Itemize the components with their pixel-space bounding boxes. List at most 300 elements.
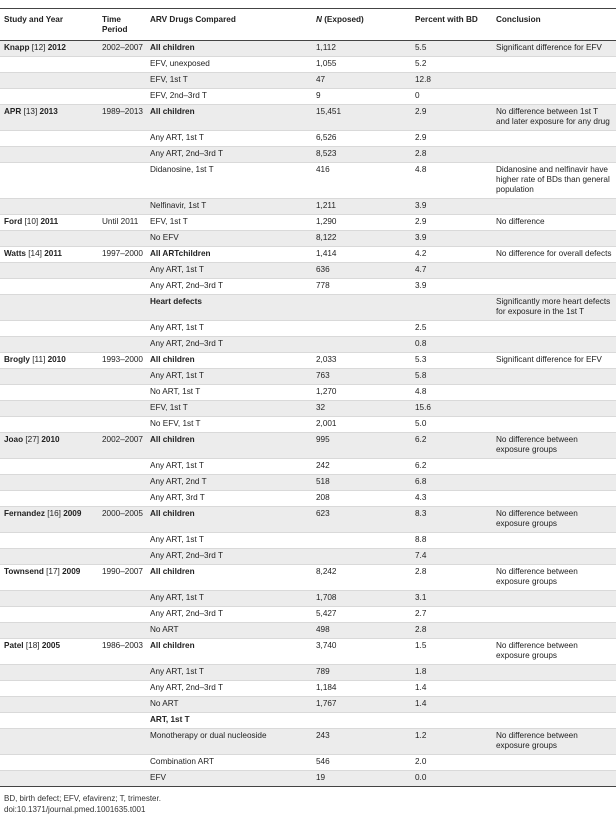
- cell-percent: 2.9: [411, 131, 492, 147]
- cell-drug: EFV: [146, 771, 312, 787]
- cell-percent: 4.8: [411, 385, 492, 401]
- table-row: [0, 131, 616, 147]
- cell-period: [98, 681, 146, 697]
- header-conclusion: Conclusion: [492, 9, 616, 41]
- cell-study: [0, 755, 98, 771]
- cell-study: [0, 353, 98, 369]
- cell-drug: Any ART, 1st T: [146, 665, 312, 681]
- study-name: Townsend: [4, 567, 44, 576]
- cell-n: 995: [312, 433, 411, 459]
- cell-period: [98, 147, 146, 163]
- cell-n: 2,001: [312, 417, 411, 433]
- cell-period: [98, 263, 146, 279]
- cell-period: [98, 295, 146, 321]
- header-n-exposed: (Exposed): [324, 15, 364, 24]
- cell-percent: 5.3: [411, 353, 492, 369]
- table-row: [0, 57, 616, 73]
- cell-conclusion: [492, 73, 616, 89]
- study-name: Ford: [4, 217, 23, 226]
- table-row: [0, 591, 616, 607]
- table-row: [0, 147, 616, 163]
- cell-conclusion: [492, 755, 616, 771]
- table-row: [0, 549, 616, 565]
- cell-conclusion: [492, 279, 616, 295]
- cell-drug: Nelfinavir, 1st T: [146, 199, 312, 215]
- cell-drug: Any ART, 1st T: [146, 459, 312, 475]
- cell-percent: 0.8: [411, 337, 492, 353]
- cell-period: [98, 459, 146, 475]
- cell-study: [0, 639, 98, 665]
- cell-n: 778: [312, 279, 411, 295]
- cell-study: [0, 321, 98, 337]
- table-row: [0, 385, 616, 401]
- cell-study: [0, 41, 98, 57]
- study-ref: [11]: [32, 355, 46, 364]
- cell-study: [0, 697, 98, 713]
- cell-n: 32: [312, 401, 411, 417]
- table-row: [0, 215, 616, 231]
- study-year: 2010: [41, 435, 60, 444]
- cell-n: 1,270: [312, 385, 411, 401]
- cell-drug: Heart defects: [146, 295, 312, 321]
- cell-period: [98, 73, 146, 89]
- table-row: [0, 491, 616, 507]
- cell-n: 6,526: [312, 131, 411, 147]
- cell-drug: Any ART, 2nd–3rd T: [146, 549, 312, 565]
- cell-period: 1989–2013: [98, 105, 146, 131]
- cell-period: [98, 199, 146, 215]
- study-year: 2010: [47, 355, 66, 364]
- cell-conclusion: [492, 321, 616, 337]
- table-row: [0, 417, 616, 433]
- cell-percent: 7.4: [411, 549, 492, 565]
- table-row: [0, 401, 616, 417]
- cell-n: 8,122: [312, 231, 411, 247]
- cell-conclusion: Significant difference for EFV: [492, 353, 616, 369]
- cell-drug: Any ART, 2nd–3rd T: [146, 279, 312, 295]
- table-row: [0, 353, 616, 369]
- cell-n: 208: [312, 491, 411, 507]
- cell-study: [0, 565, 98, 591]
- cell-period: 1990–2007: [98, 565, 146, 591]
- table-row: [0, 565, 616, 591]
- cell-drug: All children: [146, 105, 312, 131]
- cell-study: [0, 263, 98, 279]
- cell-percent: 1.4: [411, 681, 492, 697]
- cell-percent: 1.4: [411, 697, 492, 713]
- study-ref: [13]: [23, 107, 38, 116]
- study-ref: [16]: [47, 509, 61, 518]
- cell-percent: 8.3: [411, 507, 492, 533]
- cell-study: [0, 369, 98, 385]
- study-name: Joao: [4, 435, 24, 444]
- cell-period: [98, 713, 146, 729]
- study-ref: [27]: [25, 435, 40, 444]
- table-row: [0, 105, 616, 131]
- cell-period: [98, 417, 146, 433]
- cell-conclusion: [492, 713, 616, 729]
- cell-drug: EFV, 2nd–3rd T: [146, 89, 312, 105]
- cell-period: [98, 89, 146, 105]
- cell-study: [0, 417, 98, 433]
- cell-drug: All children: [146, 353, 312, 369]
- cell-period: [98, 369, 146, 385]
- study-year: 2011: [44, 249, 62, 258]
- cell-conclusion: [492, 697, 616, 713]
- table-row: [0, 199, 616, 215]
- cell-percent: 6.2: [411, 433, 492, 459]
- table-row: [0, 41, 616, 57]
- cell-drug: Any ART, 1st T: [146, 131, 312, 147]
- cell-percent: 2.9: [411, 215, 492, 231]
- cell-study: [0, 105, 98, 131]
- cell-percent: 1.2: [411, 729, 492, 755]
- cell-study: [0, 533, 98, 549]
- cell-n: 416: [312, 163, 411, 199]
- table-row: [0, 369, 616, 385]
- cell-n: [312, 337, 411, 353]
- footnote: BD, birth defect; EFV, efavirenz; T, trimester.: [4, 794, 161, 803]
- cell-percent: 4.8: [411, 163, 492, 199]
- table-row: [0, 755, 616, 771]
- cell-n: [312, 549, 411, 565]
- cell-conclusion: [492, 549, 616, 565]
- cell-study: [0, 475, 98, 491]
- cell-percent: 0: [411, 89, 492, 105]
- cell-n: 19: [312, 771, 411, 787]
- study-ref: [18]: [25, 641, 40, 650]
- cell-drug: EFV, 1st T: [146, 73, 312, 89]
- cell-n: 242: [312, 459, 411, 475]
- cell-n: 15,451: [312, 105, 411, 131]
- cell-period: [98, 279, 146, 295]
- study-year: 2009: [63, 509, 82, 518]
- cell-n: 518: [312, 475, 411, 491]
- cell-conclusion: No difference: [492, 215, 616, 231]
- cell-conclusion: [492, 263, 616, 279]
- cell-percent: 4.2: [411, 247, 492, 263]
- cell-conclusion: [492, 385, 616, 401]
- cell-drug: Any ART, 1st T: [146, 321, 312, 337]
- table-row: [0, 533, 616, 549]
- cell-study: [0, 623, 98, 639]
- cell-conclusion: [492, 623, 616, 639]
- cell-period: [98, 321, 146, 337]
- cell-conclusion: [492, 57, 616, 73]
- cell-drug: All children: [146, 507, 312, 533]
- cell-study: [0, 199, 98, 215]
- header-period: Time Period: [98, 9, 146, 41]
- study-ref: [17]: [46, 567, 60, 576]
- cell-period: [98, 163, 146, 199]
- cell-study: [0, 385, 98, 401]
- table-row: [0, 639, 616, 665]
- cell-percent: [411, 713, 492, 729]
- cell-drug: No EFV, 1st T: [146, 417, 312, 433]
- cell-percent: 6.8: [411, 475, 492, 491]
- cell-drug: Monotherapy or dual nucleoside: [146, 729, 312, 755]
- cell-conclusion: Didanosine and nelfinavir have higher rate of BDs than general population: [492, 163, 616, 199]
- cell-conclusion: No difference between exposure groups: [492, 433, 616, 459]
- cell-conclusion: No difference between exposure groups: [492, 729, 616, 755]
- table-row: [0, 433, 616, 459]
- table-row: [0, 475, 616, 491]
- cell-n: [312, 713, 411, 729]
- cell-conclusion: No difference between 1st T and later exposure for any drug: [492, 105, 616, 131]
- cell-drug: All children: [146, 433, 312, 459]
- cell-percent: 2.8: [411, 147, 492, 163]
- cell-n: 243: [312, 729, 411, 755]
- cell-n: 789: [312, 665, 411, 681]
- cell-period: [98, 607, 146, 623]
- cell-drug: Any ART, 2nd–3rd T: [146, 607, 312, 623]
- cell-n: 1,211: [312, 199, 411, 215]
- cell-period: 1993–2000: [98, 353, 146, 369]
- cell-period: 1997–2000: [98, 247, 146, 263]
- cell-conclusion: [492, 665, 616, 681]
- table-row: [0, 89, 616, 105]
- study-name: Patel: [4, 641, 24, 650]
- study-ref: [12]: [31, 43, 46, 52]
- cell-percent: 2.0: [411, 755, 492, 771]
- cell-conclusion: Significant difference for EFV: [492, 41, 616, 57]
- cell-period: [98, 385, 146, 401]
- table-row: [0, 681, 616, 697]
- cell-n: 636: [312, 263, 411, 279]
- cell-conclusion: [492, 231, 616, 247]
- cell-n: 8,523: [312, 147, 411, 163]
- cell-n: 1,708: [312, 591, 411, 607]
- table-row: [0, 623, 616, 639]
- cell-percent: 5.5: [411, 41, 492, 57]
- header-n: [312, 9, 411, 41]
- cell-n: 1,767: [312, 697, 411, 713]
- cell-study: [0, 57, 98, 73]
- cell-drug: EFV, 1st T: [146, 215, 312, 231]
- cell-period: [98, 771, 146, 787]
- cell-drug: Any ART, 1st T: [146, 533, 312, 549]
- cell-n: 1,055: [312, 57, 411, 73]
- cell-period: [98, 401, 146, 417]
- cell-drug: All ARTchildren: [146, 247, 312, 263]
- cell-study: [0, 491, 98, 507]
- cell-drug: Any ART, 1st T: [146, 263, 312, 279]
- cell-n: 1,414: [312, 247, 411, 263]
- cell-n: [312, 321, 411, 337]
- cell-period: [98, 491, 146, 507]
- cell-n: 1,290: [312, 215, 411, 231]
- cell-conclusion: [492, 369, 616, 385]
- cell-percent: 2.8: [411, 565, 492, 591]
- cell-drug: No ART: [146, 697, 312, 713]
- cell-percent: 8.8: [411, 533, 492, 549]
- cell-conclusion: [492, 475, 616, 491]
- cell-study: [0, 147, 98, 163]
- cell-study: [0, 89, 98, 105]
- cell-n: 1,112: [312, 41, 411, 57]
- study-year: 2011: [40, 217, 59, 226]
- cell-study: [0, 215, 98, 231]
- study-name: APR: [4, 107, 22, 116]
- cell-study: [0, 607, 98, 623]
- table-row: [0, 713, 616, 729]
- cell-period: [98, 729, 146, 755]
- cell-period: [98, 533, 146, 549]
- cell-drug: No ART: [146, 623, 312, 639]
- study-year: 2012: [47, 43, 66, 52]
- cell-drug: Any ART, 2nd–3rd T: [146, 337, 312, 353]
- study-name: Brogly: [4, 355, 30, 364]
- cell-drug: All children: [146, 639, 312, 665]
- cell-study: [0, 433, 98, 459]
- table-row: [0, 507, 616, 533]
- cell-study: [0, 713, 98, 729]
- study-ref: [10]: [24, 217, 39, 226]
- cell-period: [98, 755, 146, 771]
- footnote-block: [0, 787, 616, 815]
- cell-study: [0, 549, 98, 565]
- table-row: [0, 607, 616, 623]
- cell-study: [0, 163, 98, 199]
- cell-percent: 6.2: [411, 459, 492, 475]
- cell-period: 2000–2005: [98, 507, 146, 533]
- cell-n: 546: [312, 755, 411, 771]
- cell-n: 9: [312, 89, 411, 105]
- cell-period: [98, 231, 146, 247]
- cell-n: [312, 533, 411, 549]
- cell-conclusion: [492, 681, 616, 697]
- cell-drug: Any ART, 1st T: [146, 369, 312, 385]
- cell-drug: ART, 1st T: [146, 713, 312, 729]
- cell-drug: Any ART, 1st T: [146, 591, 312, 607]
- cell-percent: 4.3: [411, 491, 492, 507]
- top-spacer: [0, 0, 616, 8]
- cell-drug: Any ART, 2nd–3rd T: [146, 147, 312, 163]
- cell-n: 47: [312, 73, 411, 89]
- table-row: [0, 279, 616, 295]
- cell-conclusion: [492, 401, 616, 417]
- cell-period: 2002–2007: [98, 41, 146, 57]
- cell-drug: EFV, unexposed: [146, 57, 312, 73]
- cell-n: 763: [312, 369, 411, 385]
- cell-percent: 3.9: [411, 231, 492, 247]
- table-row: [0, 231, 616, 247]
- cell-study: [0, 681, 98, 697]
- cell-conclusion: [492, 89, 616, 105]
- cell-conclusion: [492, 491, 616, 507]
- cell-conclusion: [492, 199, 616, 215]
- cell-conclusion: [492, 771, 616, 787]
- table-row: [0, 263, 616, 279]
- cell-period: [98, 549, 146, 565]
- cell-period: [98, 57, 146, 73]
- cell-period: [98, 131, 146, 147]
- cell-n: 8,242: [312, 565, 411, 591]
- cell-drug: No EFV: [146, 231, 312, 247]
- cell-percent: 15.6: [411, 401, 492, 417]
- header-n-italic: N: [316, 15, 322, 24]
- cell-percent: 0.0: [411, 771, 492, 787]
- cell-conclusion: No difference between exposure groups: [492, 507, 616, 533]
- cell-drug: Didanosine, 1st T: [146, 163, 312, 199]
- cell-study: [0, 459, 98, 475]
- header-percent: Percent with BD: [411, 9, 492, 41]
- cell-conclusion: [492, 459, 616, 475]
- cell-percent: 5.0: [411, 417, 492, 433]
- cell-period: [98, 697, 146, 713]
- cell-n: 1,184: [312, 681, 411, 697]
- cell-drug: Any ART, 3rd T: [146, 491, 312, 507]
- cell-percent: 3.9: [411, 279, 492, 295]
- cell-n: [312, 295, 411, 321]
- study-year: 2009: [62, 567, 81, 576]
- cell-study: [0, 507, 98, 533]
- cell-percent: 2.8: [411, 623, 492, 639]
- birth-defect-table: [0, 8, 616, 787]
- cell-conclusion: No difference for overall defects: [492, 247, 616, 263]
- cell-drug: No ART, 1st T: [146, 385, 312, 401]
- cell-conclusion: [492, 533, 616, 549]
- cell-n: 2,033: [312, 353, 411, 369]
- table-row: [0, 459, 616, 475]
- doi: doi:10.1371/journal.pmed.1001635.t001: [4, 805, 146, 814]
- cell-study: [0, 665, 98, 681]
- cell-study: [0, 247, 98, 263]
- cell-percent: 5.2: [411, 57, 492, 73]
- cell-period: [98, 591, 146, 607]
- table-row: [0, 73, 616, 89]
- table-row: [0, 729, 616, 755]
- cell-period: [98, 623, 146, 639]
- table-row: [0, 321, 616, 337]
- cell-percent: 3.1: [411, 591, 492, 607]
- cell-percent: 5.8: [411, 369, 492, 385]
- cell-study: [0, 73, 98, 89]
- cell-drug: Any ART, 2nd T: [146, 475, 312, 491]
- table-row: [0, 247, 616, 263]
- cell-drug: All children: [146, 565, 312, 591]
- cell-percent: 2.7: [411, 607, 492, 623]
- cell-conclusion: [492, 147, 616, 163]
- header-drugs: ARV Drugs Compared: [146, 9, 312, 41]
- cell-conclusion: [492, 131, 616, 147]
- cell-drug: All children: [146, 41, 312, 57]
- cell-period: [98, 665, 146, 681]
- table-row: [0, 163, 616, 199]
- study-year: 2013: [39, 107, 58, 116]
- cell-n: 5,427: [312, 607, 411, 623]
- cell-conclusion: [492, 607, 616, 623]
- table-row: [0, 337, 616, 353]
- cell-study: [0, 729, 98, 755]
- cell-n: 3,740: [312, 639, 411, 665]
- cell-percent: 2.9: [411, 105, 492, 131]
- cell-percent: 2.5: [411, 321, 492, 337]
- cell-percent: 3.9: [411, 199, 492, 215]
- cell-conclusion: [492, 591, 616, 607]
- cell-conclusion: No difference between exposure groups: [492, 639, 616, 665]
- study-name: Knapp: [4, 43, 30, 52]
- cell-period: Until 2011: [98, 215, 146, 231]
- table-row: [0, 697, 616, 713]
- cell-conclusion: [492, 337, 616, 353]
- cell-conclusion: [492, 417, 616, 433]
- cell-period: [98, 475, 146, 491]
- cell-conclusion: No difference between exposure groups: [492, 565, 616, 591]
- study-name: Fernandez: [4, 509, 45, 518]
- study-name: Watts: [4, 249, 26, 258]
- cell-period: 1986–2003: [98, 639, 146, 665]
